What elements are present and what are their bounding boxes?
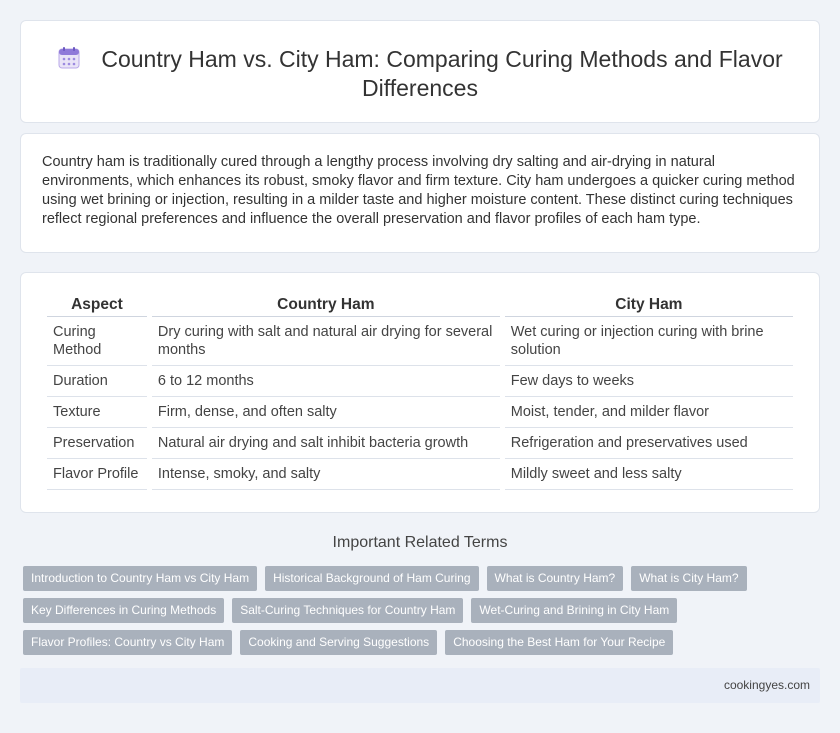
related-terms-heading: Important Related Terms [332, 534, 508, 551]
table-row [47, 317, 793, 366]
related-term-link[interactable]: What is City Ham? [631, 566, 746, 591]
table-cell: Wet curing or injection curing with brine solution [505, 317, 793, 366]
site-credit[interactable]: cookingyes.com [723, 678, 810, 692]
intro-card [20, 133, 820, 253]
tag-row [23, 566, 823, 591]
table-cell: Few days to weeks [505, 366, 793, 397]
table-cell: Mildly sweet and less salty [505, 459, 793, 490]
comparison-card [20, 272, 820, 513]
table-cell: Natural air drying and salt inhibit bacteria growth [152, 428, 500, 459]
calendar-icon [57, 46, 81, 70]
table-cell: Moist, tender, and milder flavor [505, 397, 793, 428]
table-header-row [47, 295, 793, 317]
table-cell: Curing Method [47, 317, 147, 366]
table-cell: Intense, smoky, and salty [152, 459, 500, 490]
related-term-link[interactable]: Choosing the Best Ham for Your Recipe [445, 630, 673, 655]
footer [20, 668, 820, 703]
column-header-aspect: Aspect [47, 295, 147, 317]
table-row [47, 366, 793, 397]
table-row [47, 397, 793, 428]
page-title-text: Country Ham vs. City Ham: Comparing Curing Methods and Flavor Differences [101, 46, 783, 101]
related-term-link[interactable]: Flavor Profiles: Country vs City Ham [23, 630, 232, 655]
column-header-country-ham: Country Ham [152, 295, 500, 317]
related-term-link[interactable]: Wet-Curing and Brining in City Ham [471, 598, 677, 623]
table-row [47, 459, 793, 490]
related-term-link[interactable]: Cooking and Serving Suggestions [240, 630, 437, 655]
title-card [20, 20, 820, 123]
page-title [21, 45, 819, 103]
table-cell: Dry curing with salt and natural air drying for several months [152, 317, 500, 366]
table-cell: Refrigeration and preservatives used [505, 428, 793, 459]
related-term-link[interactable]: What is Country Ham? [487, 566, 624, 591]
related-terms-list [23, 566, 823, 662]
table-cell: Duration [47, 366, 147, 397]
related-term-link[interactable]: Key Differences in Curing Methods [23, 598, 224, 623]
related-term-link[interactable]: Historical Background of Ham Curing [265, 566, 478, 591]
related-term-link[interactable]: Salt-Curing Techniques for Country Ham [232, 598, 463, 623]
comparison-table [42, 295, 798, 490]
intro-paragraph: Country ham is traditionally cured through a lengthy process involving dry salting and air-drying in natural environments, which enhances its robust, smoky flavor and firm texture. City ham undergoes a quicker curing method using wet brining or injection, resulting in a milder taste and higher moisture content. These distinct curing techniques reflect regional preferences and influence the overall preservation and flavor profiles of each ham type. [42, 154, 795, 227]
column-header-city-ham: City Ham [505, 295, 793, 317]
table-cell: Preservation [47, 428, 147, 459]
table-cell: Flavor Profile [47, 459, 147, 490]
related-term-link[interactable]: Introduction to Country Ham vs City Ham [23, 566, 257, 591]
table-cell: 6 to 12 months [152, 366, 500, 397]
tag-row [23, 598, 823, 623]
tag-row [23, 630, 823, 655]
table-cell: Firm, dense, and often salty [152, 397, 500, 428]
table-cell: Texture [47, 397, 147, 428]
table-row [47, 428, 793, 459]
